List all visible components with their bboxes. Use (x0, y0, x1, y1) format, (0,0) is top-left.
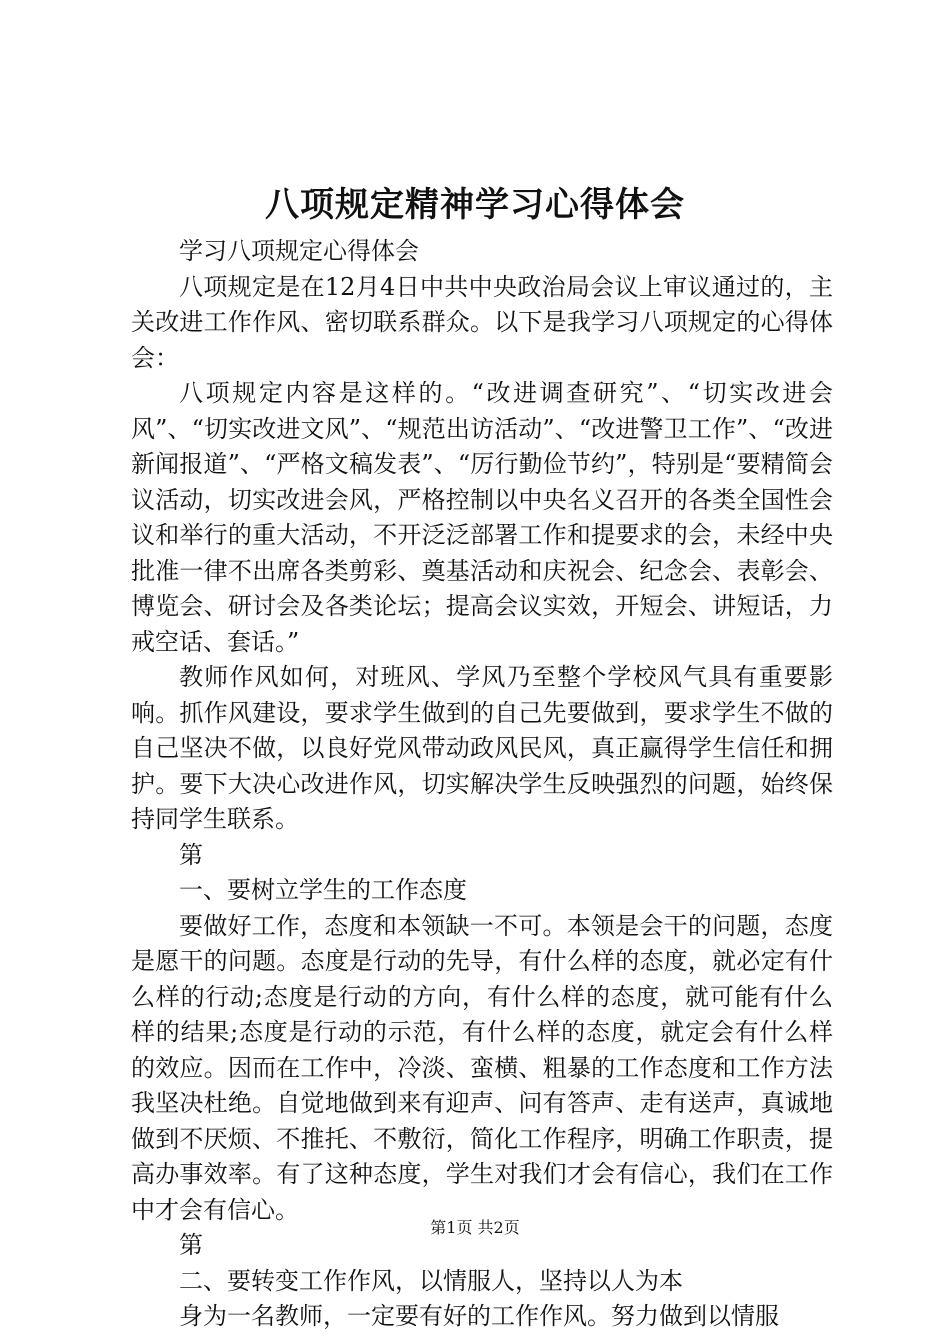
body-paragraph: 八项规定内容是这样的。“改进调查研究”、“切实改进会风”、“切实改进文风”、“规范出访活动”、“改进警卫工作”、“改进新闻报道”、“严格文稿发表”、“厉行勤俭节约”，特别是“要精简会议活动，切实改进会风，严格控制以中央名义召开的各类全国性会议和举行的重大活动，不开泛泛部署工作和提要求的会，未经中央批准一律不出席各类剪彩、奠基活动和庆祝会、纪念会、表彰会、博览会、研讨会及各类论坛；提高会议实效，开短会、讲短话，力戒空话、套话。” (131, 379, 833, 656)
section-heading: 二、要转变工作作风，以情服人，坚持以人为本 (179, 1266, 683, 1295)
body-paragraph: 第 (179, 1231, 203, 1259)
page-footer: 第1页 共2页 (430, 1218, 520, 1237)
document-body (131, 234, 833, 1335)
body-paragraph: 要做好工作，态度和本领缺一不可。本领是会干的问题，态度是愿干的问题。态度是行动的先导，有什么样的态度，就必定有什么样的行动;态度是行动的方向，有什么样的态度，就可能有什么样的结果;态度是行动的示范，有什么样的态度，就定会有什么样的效应。因而在工作中，冷淡、蛮横、粗暴的工作态度和工作方法我坚决杜绝。自觉地做到来有迎声、问有答声、走有送声，真诚地做到不厌烦、不推托、不敷衍，简化工作程序，明确工作职责，提高办事效率。有了这种态度，学生对我们才会有信心，我们在工作中才会有信心。 (131, 911, 833, 1224)
document-title: 八项规定精神学习心得体会 (265, 185, 685, 225)
body-paragraph: 学习八项规定心得体会 (179, 237, 419, 265)
body-paragraph: 教师作风如何，对班风、学风乃至整个学校风气具有重要影响。抓作风建设，要求学生做到的自己先要做到，要求学生不做的自己坚决不做，以良好党风带动政风民风，真正赢得学生信任和拥护。要下大决心改进作风，切实解决学生反映强烈的问题，始终保持同学生联系。 (131, 663, 833, 833)
body-paragraph: 身为一名教师，一定要有好的工作作风。努力做到以情服 (179, 1302, 779, 1330)
section-heading: 一、要树立学生的工作态度 (179, 876, 467, 904)
body-paragraph: 八项规定是在12月4日中共中央政治局会议上审议通过的，主关改进工作作风、密切联系群众。以下是我学习八项规定的心得体会： (131, 272, 833, 372)
body-paragraph: 第 (179, 840, 203, 869)
